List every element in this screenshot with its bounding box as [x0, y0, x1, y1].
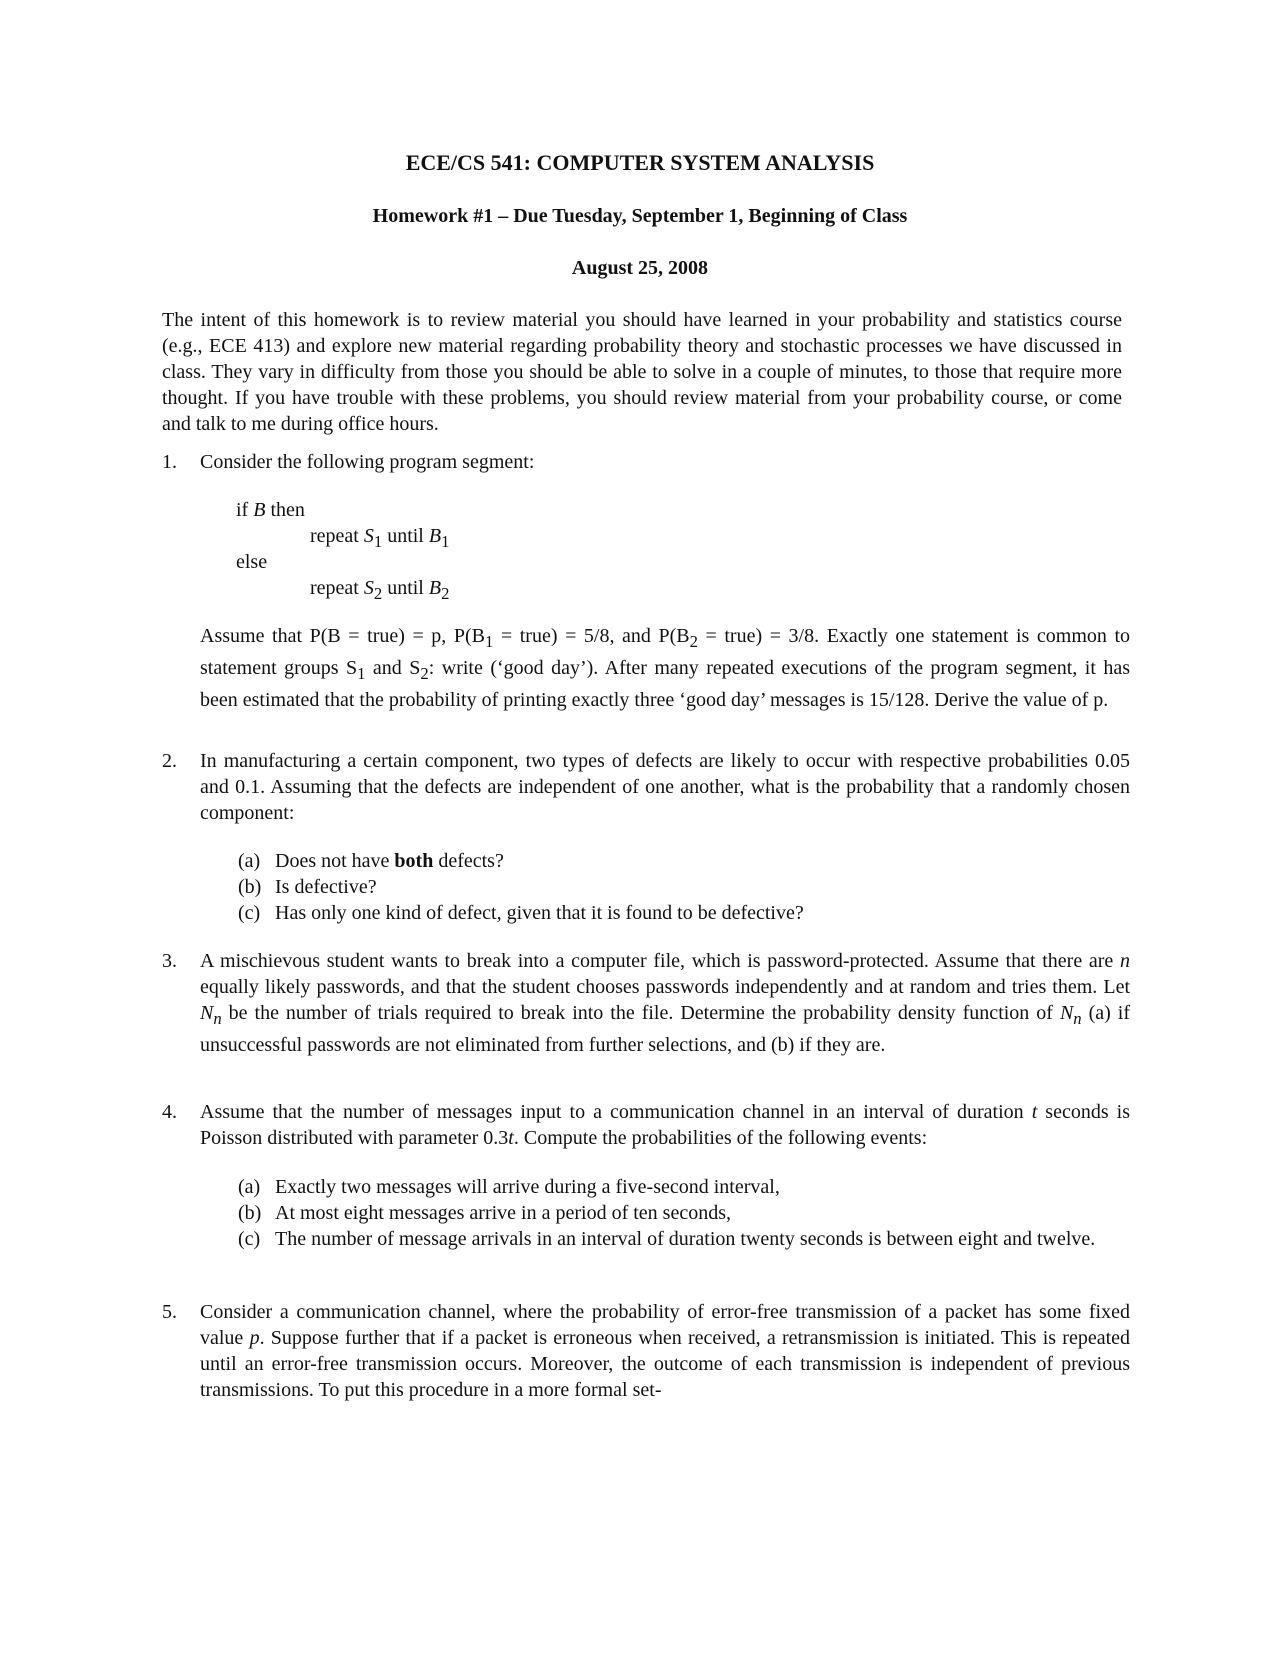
list-item: (a) Does not have both defects?	[238, 850, 504, 872]
code-line-repeat-1: repeat $S_1$ until $B_1$	[310, 525, 450, 551]
question-4-number: 4.	[162, 1101, 177, 1123]
question-5-text: Consider a communication channel, where the probability of error-free transmission of a packet has some fixed value p. Suppose further that if a packet is erroneous when received, a retransmission is initiated. This is repeated until an error-free transmission occurs. Moreover, the outcome of each transmission is independent of previous transmissions. To put this procedure in a more formal set-	[200, 1301, 1131, 1401]
list-item: (b) At most eight messages arrive in a period of ten seconds,	[238, 1202, 731, 1224]
question-5-number: 5.	[162, 1301, 177, 1323]
question-2-sublist	[238, 848, 1138, 926]
list-item: (a) Exactly two messages will arrive during a five-second interval,	[238, 1176, 780, 1198]
question-1-number: 1.	[162, 451, 177, 473]
question-1-text: Consider the following program segment:	[200, 451, 535, 473]
code-line-repeat-2: repeat $S_2$ until $B_2$	[310, 577, 450, 603]
homework-subtitle: Homework #1 – Due Tuesday, September 1, Beginning of Class	[372, 205, 908, 227]
question-2-number: 2.	[162, 750, 177, 772]
page-title: ECE/CS 541: COMPUTER SYSTEM ANALYSIS	[405, 150, 875, 175]
question-1-assumption: Assume that P(B = true) = p, $P(B_1$ = true) = 5/8, and $P(B_2$ = true) = 3/8. Exactly one statement is common to statement groups $S_1$ and $S_2$: write (‘good day’). After many repeated executions of the program segment, it has been estimated that the probability of printing exactly three ‘good day’ messages is 15/128. Derive the value of p.	[200, 625, 1131, 711]
list-item: (c) The number of message arrivals in an interval of duration twenty seconds is between eight and twelve.	[238, 1228, 1096, 1250]
question-4-text: Assume that the number of messages input to a communication channel in an interval of duration t seconds is Poisson distributed with parameter 0.3t. Compute the probabilities of the following events:	[200, 1101, 1130, 1149]
question-4-sublist	[238, 1174, 1138, 1252]
date-line: August 25, 2008	[571, 257, 709, 279]
list-item: (c) Has only one kind of defect, given that it is found to be defective?	[238, 902, 804, 924]
question-3-text: A mischievous student wants to break into a computer file, which is password-protected. Assume that there are n equally likely passwords, and that the student chooses passwords independently and at random and tries them. Let $N_n$ be the number of trials required to break into the file. Determine the probability density function of $N_n$ (a) if unsuccessful passwords are not eliminated from further selections, and (b) if they are.	[200, 950, 1130, 1056]
code-line-else: else	[236, 551, 268, 573]
question-3-number: 3.	[162, 950, 177, 972]
intro-paragraph: The intent of this homework is to review material you should have learned in your probability and statistics course (e.g., ECE 413) and explore new material regarding probability theory and stochastic processes we have discussed in class. They vary in difficulty from those you should be able to solve in a couple of minutes, to those that require more thought. If you have trouble with these problems, you should review material from your probability course, or come and talk to me during office hours.	[162, 309, 1122, 435]
code-line-if: if B then	[236, 499, 305, 521]
list-item: (b) Is defective?	[238, 876, 377, 898]
question-2-text: In manufacturing a certain component, two types of defects are likely to occur with respective probabilities 0.05 and 0.1. Assuming that the defects are independent of one another, what is the probability that a randomly chosen component:	[200, 750, 1130, 824]
